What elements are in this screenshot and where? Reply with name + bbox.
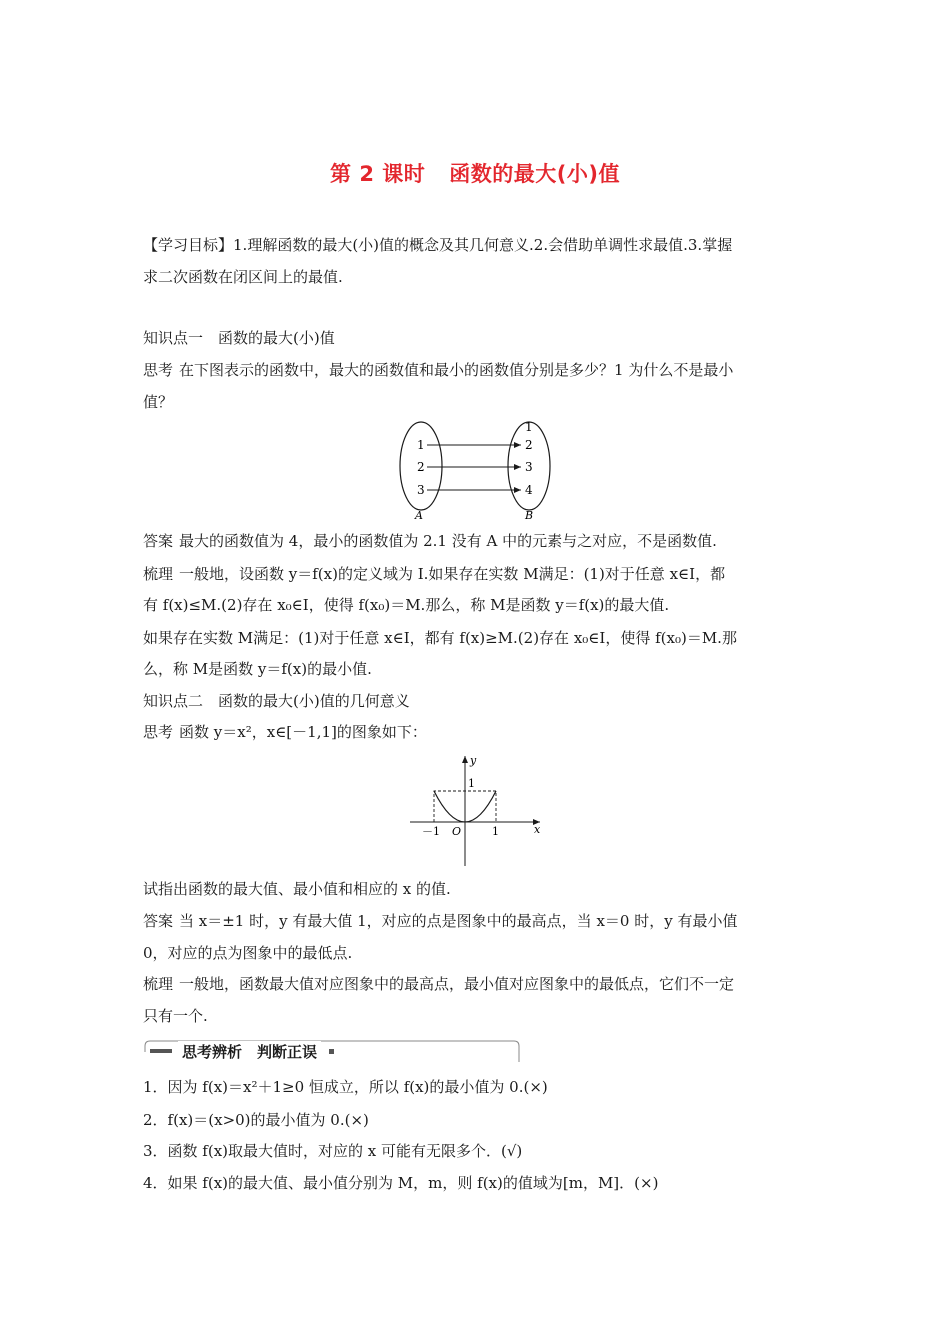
kp2-answer-line-2: 0，对应的点为图象中的最低点.	[143, 944, 353, 962]
parabola-graph	[405, 752, 550, 870]
set-a-element: 2	[417, 460, 425, 474]
banner-title: 思考辨析 判断正误	[178, 1041, 321, 1062]
kp2-question: 试指出函数的最大值、最小值和相应的 x 的值.	[143, 880, 451, 898]
lesson-topic: 函数的最大(小)值	[449, 162, 620, 186]
kp1-summary-line-1: 梳理 一般地，设函数 y＝f(x)的定义域为 I.如果存在实数 M满足：(1)对于任意 x∈I，都	[143, 565, 726, 583]
y-tick-label: 1	[468, 777, 475, 790]
set-b-element: 4	[525, 483, 533, 497]
x-axis-label: x	[534, 823, 541, 836]
judge-section-banner	[143, 1040, 521, 1064]
y-axis-label: y	[470, 754, 477, 767]
objectives-tag: 【学习目标】	[143, 236, 234, 254]
kp1-answer: 答案 最大的函数值为 4，最小的函数值为 2.1 没有 A 中的元素与之对应，不是函数值.	[143, 532, 717, 550]
objectives-line-1: 【学习目标】1.理解函数的最大(小)值的概念及其几何意义.2.会借助单调性求最值.3.掌握	[143, 236, 733, 254]
kp2-summary-line-1: 梳理 一般地，函数最大值对应图象中的最高点，最小值对应图象中的最低点，它们不一定	[143, 975, 735, 993]
lesson-number: 第 2 课时	[330, 162, 426, 186]
set-b-element: 1	[525, 420, 533, 434]
set-b-label: B	[525, 509, 534, 522]
judge-item: 1．因为 f(x)＝x²＋1≥0 恒成立，所以 f(x)的最小值为 0.(×)	[143, 1078, 548, 1096]
kp2-heading: 知识点二 函数的最大(小)值的几何意义	[143, 692, 410, 710]
kp1-summary-line-4: 么，称 M是函数 y＝f(x)的最小值.	[143, 660, 372, 678]
kp1-summary-line-2: 有 f(x)≤M.(2)存在 x₀∈I，使得 f(x₀)＝M.那么，称 M是函数 y＝f(x)的最大值.	[143, 596, 670, 614]
set-b-element: 2	[525, 438, 533, 452]
kp2-think: 思考 函数 y＝x²，x∈[－1,1]的图象如下：	[143, 723, 427, 741]
kp1-think-line-1: 思考 在下图表示的函数中，最大的函数值和最小的函数值分别是多少？1 为什么不是最小	[143, 361, 734, 379]
set-a-element: 3	[417, 483, 425, 497]
set-b-element: 3	[525, 460, 533, 474]
page-title	[0, 158, 950, 188]
origin-label: O	[452, 825, 462, 838]
judge-item: 3．函数 f(x)取最大值时，对应的 x 可能有无限多个．(√)	[143, 1142, 523, 1160]
kp2-summary-line-2: 只有一个.	[143, 1007, 208, 1025]
kp2-answer-line-1: 答案 当 x＝±1 时，y 有最大值 1，对应的点是图象中的最高点，当 x＝0 时，y 有最小值	[143, 912, 738, 930]
mapping-diagram	[395, 418, 560, 523]
x-tick-label-neg: －1	[422, 825, 440, 838]
judge-item: 2．f(x)＝(x>0)的最小值为 0.(×)	[143, 1111, 369, 1129]
kp1-think-line-2: 值？	[143, 393, 174, 411]
kp1-summary-line-3: 如果存在实数 M满足：(1)对于任意 x∈I，都有 f(x)≥M.(2)存在 x₀∈I，使得 f(x₀)＝M.那	[143, 629, 737, 647]
x-tick-label-pos: 1	[492, 825, 499, 838]
kp1-heading: 知识点一 函数的最大(小)值	[143, 329, 335, 347]
judge-item: 4．如果 f(x)的最大值、最小值分别为 M，m，则 f(x)的值域为[m，M]．(×)	[143, 1174, 659, 1192]
objectives-line-2: 求二次函数在闭区间上的最值.	[143, 268, 343, 286]
set-a-label: A	[415, 509, 423, 522]
set-a-element: 1	[417, 438, 425, 452]
